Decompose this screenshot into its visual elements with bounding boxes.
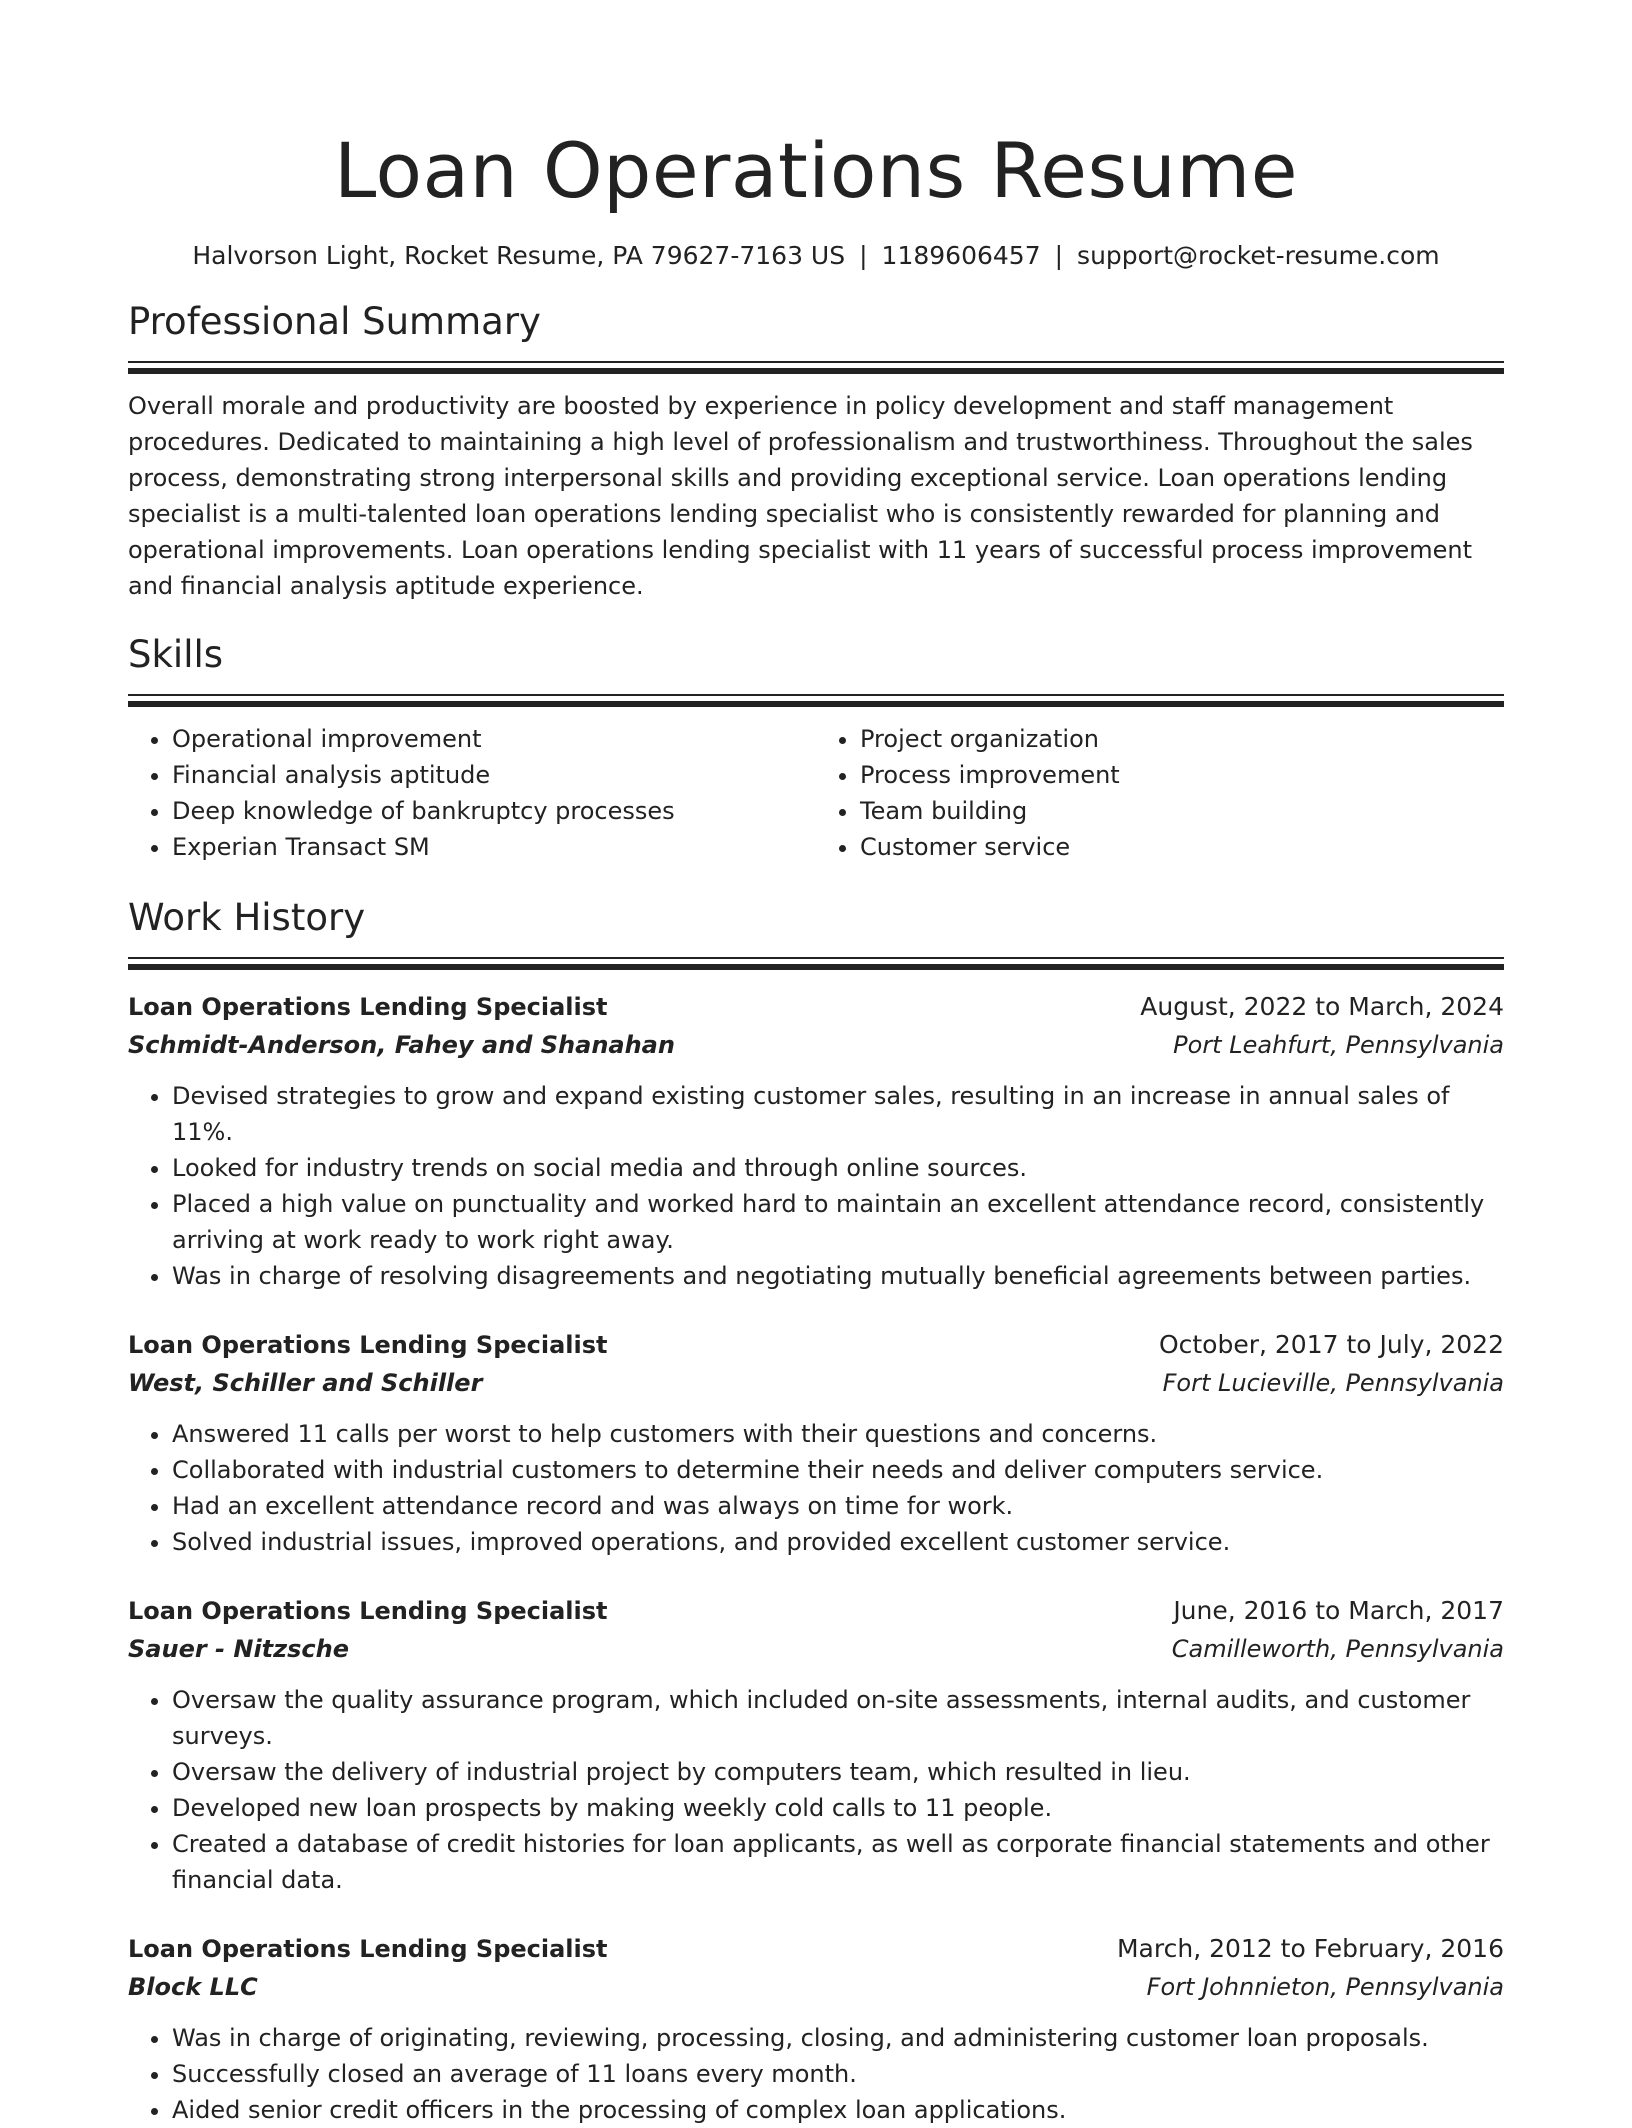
section-divider (128, 957, 1504, 970)
job-bullet: • Was in charge of originating, reviewing, processing, closing, and administering customer loan proposals. (172, 2020, 1504, 2056)
job-header (128, 1592, 1504, 1630)
job-bullet: • Successfully closed an average of 11 loans every month. (172, 2056, 1504, 2092)
job-entry (128, 1592, 1504, 1898)
contact-separator: | (859, 241, 868, 270)
job-bullet: • Oversaw the delivery of industrial project by computers team, which resulted in lieu. (172, 1754, 1504, 1790)
contact-line (128, 240, 1504, 272)
job-header (128, 988, 1504, 1026)
section-divider (128, 694, 1504, 707)
contact-address: Halvorson Light, Rocket Resume, PA 79627-7163 US (192, 241, 846, 270)
job-bullet: • Devised strategies to grow and expand existing customer sales, resulting in an increase in annual sales of 11%. (172, 1078, 1504, 1150)
summary-section (128, 299, 1504, 604)
job-company: Sauer - Nitzsche (128, 1635, 349, 1663)
job-bullets (128, 1416, 1504, 1560)
skill-item: • Operational improvement (172, 721, 816, 757)
contact-phone: 1189606457 (881, 241, 1041, 270)
job-bullet: • Solved industrial issues, improved operations, and provided excellent customer service. (172, 1524, 1504, 1560)
skills-section (128, 632, 1504, 865)
skill-item: • Deep knowledge of bankruptcy processes (172, 793, 816, 829)
skills-heading: Skills (128, 633, 224, 676)
resume-page (128, 0, 1504, 2128)
job-header (128, 1326, 1504, 1364)
job-location: Fort Johnnieton, Pennsylvania (1146, 1973, 1504, 2001)
job-bullet: • Created a database of credit histories for loan applicants, as well as corporate financial statements and other financial data. (172, 1826, 1504, 1898)
summary-text: Overall morale and productivity are boosted by experience in policy development and staff management procedures. Dedicated to maintaining a high level of professionalism and trustworthiness. Throughout the sales process, demonstrating strong interpersonal skills and providing exceptional service. Loan operations lending specialist is a multi-talented loan operations lending specialist who is consistently rewarded for planning and operational improvements. Loan operations lending specialist with 11 years of successful process improvement and financial analysis aptitude experience. (128, 392, 1473, 600)
skill-item: • Customer service (860, 829, 1504, 865)
job-title: Loan Operations Lending Specialist (128, 993, 608, 1021)
job-company: Schmidt-Anderson, Fahey and Shanahan (128, 1031, 675, 1059)
skills-list-left (128, 721, 816, 865)
contact-separator: | (1054, 241, 1064, 270)
skill-item: • Team building (860, 793, 1504, 829)
skills-list-right (816, 721, 1504, 865)
job-entry (128, 988, 1504, 1294)
job-subheader (128, 1630, 1504, 1668)
skill-item: • Process improvement (860, 757, 1504, 793)
job-dates: August, 2022 to March, 2024 (1140, 992, 1504, 1021)
job-company: Block LLC (128, 1973, 258, 2001)
skill-item: • Financial analysis aptitude (172, 757, 816, 793)
job-subheader (128, 1026, 1504, 1064)
job-title: Loan Operations Lending Specialist (128, 1597, 608, 1625)
job-location: Fort Lucieville, Pennsylvania (1162, 1369, 1504, 1397)
skill-item: • Experian Transact SM (172, 829, 816, 865)
job-subheader (128, 1968, 1504, 2006)
job-location: Port Leahfurt, Pennsylvania (1173, 1031, 1504, 1059)
job-bullet: • Looked for industry trends on social media and through online sources. (172, 1150, 1504, 1186)
job-company: West, Schiller and Schiller (128, 1369, 483, 1397)
job-title: Loan Operations Lending Specialist (128, 1935, 608, 1963)
job-subheader (128, 1364, 1504, 1402)
work-heading: Work History (128, 896, 366, 939)
job-bullet: • Had an excellent attendance record and was always on time for work. (172, 1488, 1504, 1524)
job-bullet: • Collaborated with industrial customers to determine their needs and deliver computers service. (172, 1452, 1504, 1488)
summary-heading: Professional Summary (128, 300, 541, 343)
job-bullets (128, 1078, 1504, 1294)
skills-grid (128, 721, 1504, 865)
skill-item: • Project organization (860, 721, 1504, 757)
job-bullet: • Answered 11 calls per worst to help customers with their questions and concerns. (172, 1416, 1504, 1452)
job-bullet: • Oversaw the quality assurance program, which included on-site assessments, internal audits, and customer surveys. (172, 1682, 1504, 1754)
job-location: Camilleworth, Pennsylvania (1171, 1635, 1504, 1663)
job-bullet: • Aided senior credit officers in the processing of complex loan applications. (172, 2092, 1504, 2128)
job-dates: October, 2017 to July, 2022 (1158, 1330, 1504, 1359)
job-dates: March, 2012 to February, 2016 (1116, 1934, 1504, 1963)
job-header (128, 1930, 1504, 1968)
job-title: Loan Operations Lending Specialist (128, 1331, 608, 1359)
work-section (128, 895, 1504, 2128)
job-bullet: • Placed a high value on punctuality and worked hard to maintain an excellent attendance record, consistently arriving at work ready to work right away. (172, 1186, 1504, 1258)
contact-email: support@rocket-resume.com (1077, 241, 1440, 270)
job-bullets (128, 1682, 1504, 1898)
job-bullet: • Was in charge of resolving disagreements and negotiating mutually beneficial agreements between parties. (172, 1258, 1504, 1294)
job-dates: June, 2016 to March, 2017 (1173, 1596, 1504, 1625)
job-bullet: • Developed new loan prospects by making weekly cold calls to 11 people. (172, 1790, 1504, 1826)
job-entry (128, 1326, 1504, 1560)
page-title: Loan Operations Resume (333, 126, 1299, 215)
job-entry (128, 1930, 1504, 2128)
section-divider (128, 361, 1504, 374)
